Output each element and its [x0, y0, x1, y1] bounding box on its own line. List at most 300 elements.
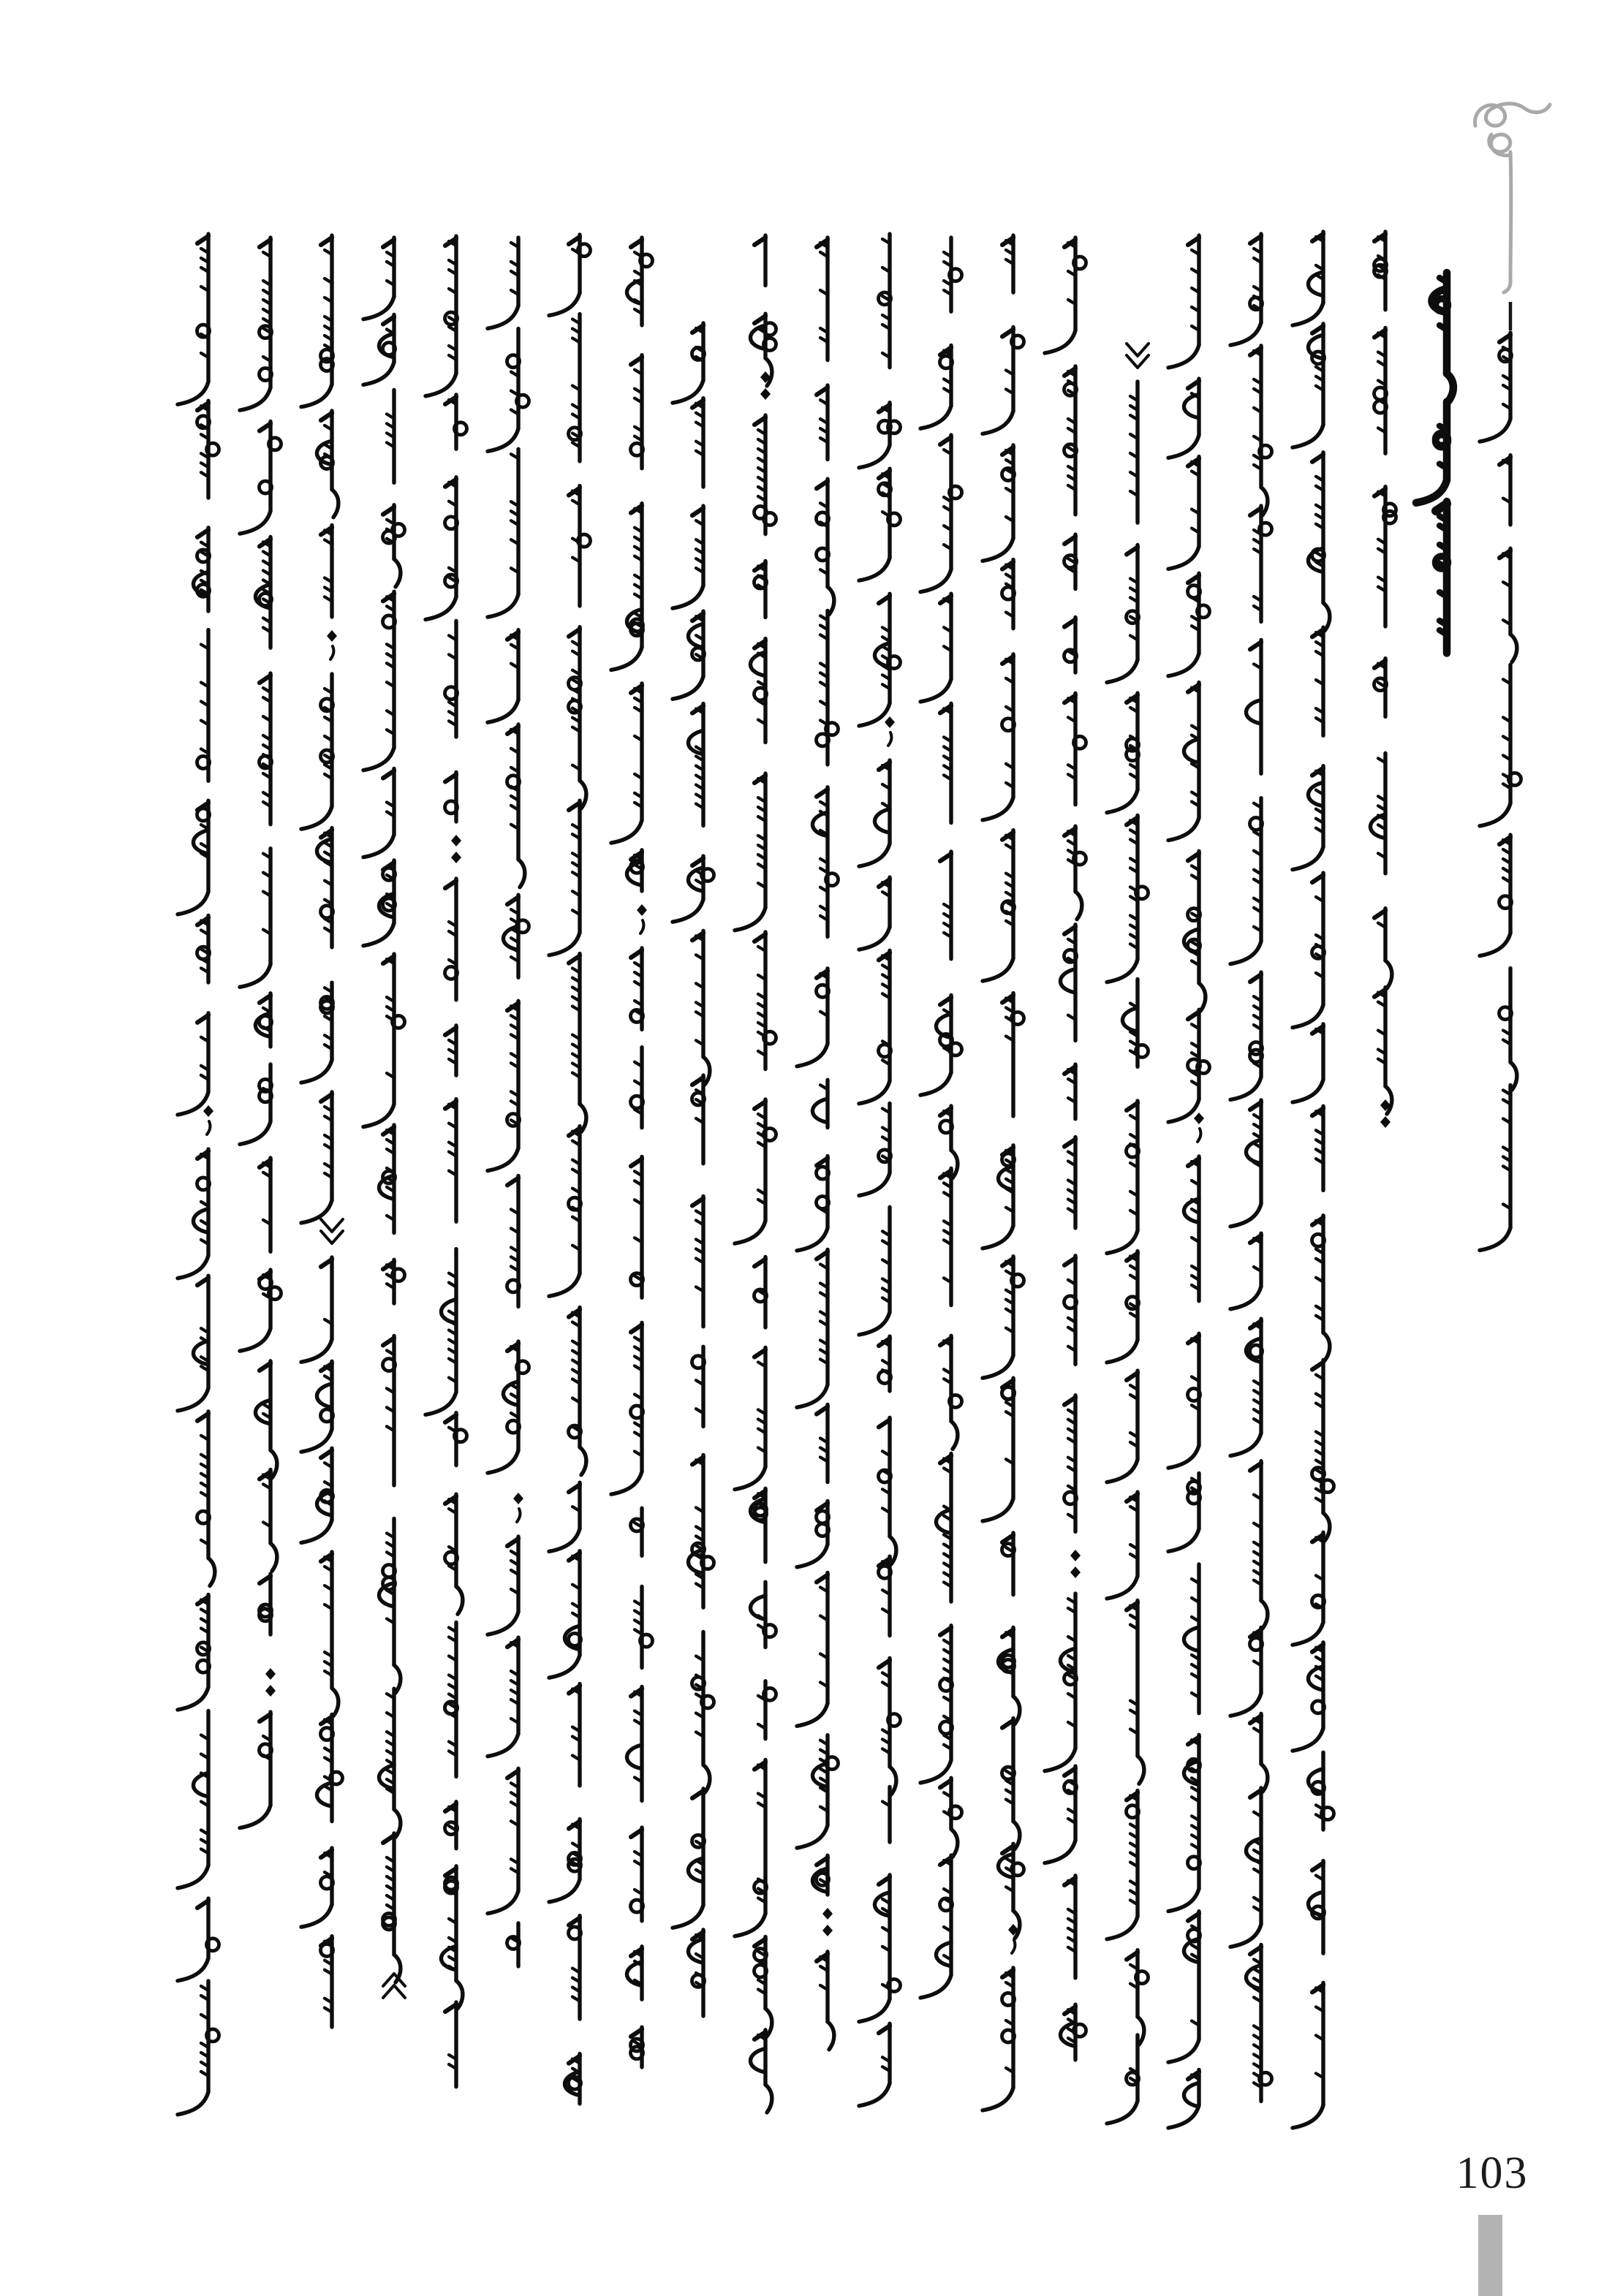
word [1230, 1319, 1263, 1455]
word [1374, 232, 1387, 310]
word [425, 1249, 456, 1415]
word [983, 1378, 1015, 1521]
word [301, 1848, 333, 1927]
word [920, 1855, 953, 1998]
word [1184, 851, 1205, 1011]
text-column-2 [301, 235, 343, 2027]
text-column-0 [178, 234, 219, 2115]
punctuation-comma [1194, 1113, 1204, 1142]
word [549, 1482, 580, 1551]
word [1002, 235, 1013, 292]
word [754, 1936, 772, 2036]
word [1499, 969, 1517, 1091]
word [317, 1714, 342, 1821]
text-column-1 [240, 238, 281, 1828]
word [1045, 1766, 1077, 1863]
word [445, 1413, 467, 1466]
word [197, 1412, 215, 1586]
word [488, 1537, 518, 1634]
word [197, 630, 210, 781]
word [1499, 455, 1510, 525]
word [859, 469, 901, 580]
text-column-20 [1416, 273, 1453, 653]
word [363, 238, 394, 319]
word [673, 856, 714, 922]
word [1246, 1944, 1271, 2101]
word [735, 1759, 767, 1936]
word [1002, 993, 1024, 1116]
word [1184, 1564, 1199, 1713]
word [569, 1683, 580, 1785]
word [1064, 1876, 1075, 1978]
word [363, 769, 394, 857]
word [383, 505, 405, 587]
word [1246, 640, 1261, 773]
section-ornament [1475, 104, 1550, 330]
word [688, 1930, 704, 2016]
word [1250, 1461, 1268, 1629]
word [1064, 826, 1086, 919]
word [1480, 664, 1521, 826]
word [445, 772, 458, 822]
word [549, 1819, 581, 1902]
word [445, 2002, 456, 2087]
word [1060, 925, 1076, 1041]
word [879, 234, 891, 368]
word [758, 1681, 776, 1739]
text-column-10 [797, 238, 839, 2050]
text-column-15 [1107, 344, 1149, 2123]
text-column-9 [735, 235, 776, 2113]
text-column-19 [1370, 232, 1396, 1128]
word [255, 1361, 276, 1478]
word [1127, 1600, 1144, 1784]
word [940, 1106, 958, 1178]
word [631, 1047, 643, 1128]
word [549, 235, 591, 316]
word [812, 1080, 828, 1127]
word [817, 610, 839, 765]
word [1122, 979, 1148, 1066]
word [1002, 560, 1015, 629]
word [549, 800, 580, 955]
word [735, 1099, 776, 1243]
text-column-17 [1230, 234, 1272, 2102]
word [178, 1981, 219, 2115]
word [882, 1787, 890, 1842]
word [445, 1494, 463, 1614]
word [1107, 1371, 1138, 1482]
word [240, 1712, 272, 1828]
word [301, 1448, 333, 1542]
word [754, 235, 765, 285]
word [627, 1687, 642, 1801]
word [754, 415, 776, 534]
word [627, 850, 643, 891]
word [1293, 1532, 1325, 1645]
word [1416, 402, 1448, 503]
word [627, 238, 652, 325]
text-column-6 [549, 235, 591, 2104]
word [488, 630, 518, 723]
word [920, 346, 953, 429]
word [940, 1778, 962, 1857]
word [859, 950, 891, 1103]
punctuation-comma [513, 1493, 523, 1522]
word [1064, 1064, 1075, 1119]
word [507, 1175, 520, 1306]
word [1293, 1024, 1323, 1102]
word [1168, 1912, 1200, 2063]
word [441, 1866, 462, 2009]
word [920, 435, 962, 592]
word [797, 969, 829, 1066]
word [1107, 1790, 1139, 1939]
word [301, 1092, 332, 1223]
word [859, 2023, 890, 2106]
punctuation-comma [637, 904, 647, 933]
word [1230, 234, 1263, 345]
word [673, 1789, 705, 1928]
word [812, 787, 838, 937]
word [631, 1156, 643, 1297]
text-column-11 [859, 234, 901, 2106]
word [812, 1855, 828, 1895]
word [379, 1518, 400, 1692]
punctuation-quote_open [321, 1219, 343, 1243]
word [488, 1001, 520, 1170]
word [920, 594, 951, 702]
word [983, 1968, 1015, 2110]
word [879, 1658, 901, 1795]
word [1293, 324, 1325, 447]
word [1168, 1735, 1200, 1911]
word [488, 1637, 518, 1757]
word [363, 314, 396, 384]
word [317, 411, 338, 518]
word [1168, 1333, 1200, 1468]
punctuation-quote_close [383, 1974, 405, 1998]
word [983, 654, 1015, 820]
page-edge-bar [1478, 2215, 1502, 2296]
word [1107, 1101, 1139, 1254]
word [879, 1336, 891, 1391]
text-column-7 [611, 238, 653, 2067]
word [445, 1099, 456, 1222]
word [178, 800, 210, 914]
word [1127, 1950, 1149, 2045]
word [754, 1257, 767, 1327]
word [383, 1259, 405, 1303]
word [569, 954, 586, 1132]
word [1293, 1982, 1323, 2128]
word [1374, 487, 1396, 626]
punctuation-colon [1070, 1550, 1081, 1578]
word [635, 1586, 653, 1667]
word [1168, 379, 1199, 458]
word [260, 1158, 270, 1251]
word [1230, 972, 1263, 1099]
word [692, 1196, 703, 1326]
word [692, 931, 710, 1085]
word [920, 1626, 953, 1783]
word [240, 238, 272, 410]
word [178, 234, 210, 404]
word [488, 329, 529, 452]
word [569, 1308, 586, 1475]
word [197, 401, 219, 498]
word [673, 506, 703, 608]
punctuation-colon [265, 1668, 276, 1697]
word [445, 1026, 456, 1075]
text-column-5 [488, 238, 529, 1966]
word [363, 954, 405, 1126]
word [688, 1455, 714, 1607]
text-column-14 [1045, 238, 1086, 2060]
word [564, 2054, 580, 2104]
word [321, 1552, 338, 1716]
word [507, 1923, 520, 1966]
text-column-8 [673, 323, 714, 2016]
word [688, 704, 703, 826]
word [301, 1361, 333, 1452]
word [178, 1149, 210, 1278]
word [1293, 766, 1323, 870]
word [1308, 1861, 1324, 1954]
word [1002, 1719, 1020, 1849]
word [1308, 1752, 1333, 1830]
punctuation-comma [203, 1105, 213, 1134]
word [387, 390, 394, 482]
word [817, 385, 828, 459]
word [445, 395, 467, 449]
word [178, 1710, 208, 1887]
word [1064, 534, 1077, 589]
word [1293, 873, 1325, 1028]
word [178, 1595, 210, 1710]
word [631, 2027, 643, 2067]
word [1374, 988, 1392, 1114]
word [754, 561, 767, 617]
word [301, 1257, 332, 1362]
word [178, 1013, 208, 1115]
word [1130, 382, 1138, 523]
text-column-16 [1168, 235, 1210, 2128]
word [1168, 1473, 1200, 1551]
word [692, 1632, 714, 1793]
word [1250, 506, 1272, 622]
word [859, 877, 890, 950]
word [1370, 753, 1385, 873]
word [1499, 548, 1517, 662]
word [425, 477, 458, 620]
word [1064, 693, 1086, 804]
word [383, 1833, 401, 1982]
text-column-21 [1480, 333, 1521, 1250]
word [797, 1249, 828, 1407]
word [178, 1898, 219, 1981]
word [1230, 1100, 1261, 1227]
word [1107, 545, 1139, 682]
word [1168, 1009, 1210, 1122]
word [998, 1844, 1024, 1939]
word [240, 1270, 281, 1351]
word [627, 1947, 642, 1999]
word [1250, 346, 1272, 515]
word [1250, 1713, 1268, 1792]
word [549, 1126, 581, 1297]
word [754, 932, 776, 1069]
word [750, 1488, 766, 1562]
word [631, 355, 643, 469]
text-column-13 [983, 235, 1024, 2110]
word [1002, 1533, 1015, 1595]
word [859, 594, 901, 726]
word [445, 621, 458, 737]
word [383, 1335, 396, 1485]
word [445, 1802, 458, 1849]
punctuation-quote_open [1127, 344, 1149, 368]
word [750, 639, 766, 743]
word [1374, 327, 1387, 453]
word [692, 1075, 705, 1164]
word [379, 1125, 395, 1233]
word [1374, 659, 1387, 717]
word [1045, 238, 1086, 353]
word [197, 915, 210, 982]
word [1107, 1492, 1138, 1599]
word [488, 1341, 529, 1473]
word [1230, 1627, 1263, 1716]
word [301, 674, 333, 829]
punctuation-colon [451, 835, 461, 863]
word [673, 611, 705, 699]
word [1184, 1156, 1199, 1301]
word [983, 830, 1015, 981]
word [1436, 501, 1448, 653]
word [363, 591, 396, 770]
word [240, 1064, 272, 1144]
word [1312, 627, 1323, 735]
text-column-18 [1293, 232, 1334, 2128]
word [673, 323, 705, 403]
word [920, 995, 962, 1095]
word [735, 1347, 765, 1489]
word [193, 528, 209, 611]
word [944, 238, 962, 311]
word [549, 1551, 581, 1678]
text-column-4 [425, 236, 467, 2087]
word [735, 773, 765, 931]
word [1308, 452, 1329, 631]
word [1168, 457, 1199, 569]
word [1230, 798, 1263, 964]
word [1312, 1216, 1330, 1360]
word [569, 314, 581, 461]
word [859, 1103, 891, 1195]
word [817, 479, 834, 615]
word [1064, 1137, 1075, 1228]
word [569, 486, 591, 606]
word [817, 1952, 834, 2050]
word [797, 1735, 839, 1848]
word [178, 1276, 208, 1411]
word [998, 1627, 1019, 1724]
word [1312, 1360, 1334, 1541]
word [1064, 617, 1077, 672]
word [240, 849, 270, 988]
word [321, 1936, 333, 2027]
word [940, 703, 951, 822]
word [983, 445, 1015, 561]
word [260, 673, 272, 825]
word [940, 852, 951, 959]
word [940, 1335, 962, 1449]
word [1107, 2035, 1139, 2123]
word [936, 1454, 951, 1602]
word [425, 236, 458, 396]
word [1168, 573, 1210, 676]
word [859, 1207, 890, 1335]
word [983, 1145, 1015, 1249]
word [611, 504, 643, 670]
punctuation-comma [885, 716, 895, 746]
word [1060, 2004, 1086, 2060]
text-column-3 [363, 238, 405, 1998]
word [569, 627, 586, 808]
word [1230, 1788, 1261, 1947]
word [1107, 693, 1139, 813]
word [301, 235, 333, 407]
word [631, 1827, 643, 1921]
word [301, 982, 333, 1083]
word [1064, 1395, 1077, 1532]
word [260, 1469, 277, 1571]
word [940, 1168, 951, 1305]
page-number: 103 [1456, 2148, 1529, 2198]
word [488, 449, 518, 617]
word [750, 2030, 771, 2113]
word [1064, 1256, 1077, 1365]
word [1064, 366, 1077, 515]
text-column-12 [920, 238, 962, 1998]
word [879, 1417, 896, 1564]
word [1168, 683, 1199, 841]
word [507, 724, 525, 887]
word [255, 993, 271, 1047]
word [611, 683, 642, 843]
word [1107, 1251, 1139, 1363]
word [879, 1556, 891, 1635]
word [983, 1257, 1024, 1379]
word [1480, 835, 1512, 956]
word [569, 1916, 581, 2019]
punctuation-comma [327, 630, 337, 659]
word [260, 1574, 272, 1634]
word [1230, 1233, 1261, 1309]
word [692, 398, 703, 487]
word [1374, 909, 1392, 988]
word [631, 1508, 643, 1556]
word [1045, 1594, 1077, 1771]
punctuation-colon [822, 1908, 833, 1936]
word [983, 327, 1024, 433]
word [317, 828, 333, 947]
word [1293, 232, 1323, 325]
word [859, 760, 890, 866]
word [1480, 1085, 1510, 1250]
word [797, 1501, 829, 1566]
